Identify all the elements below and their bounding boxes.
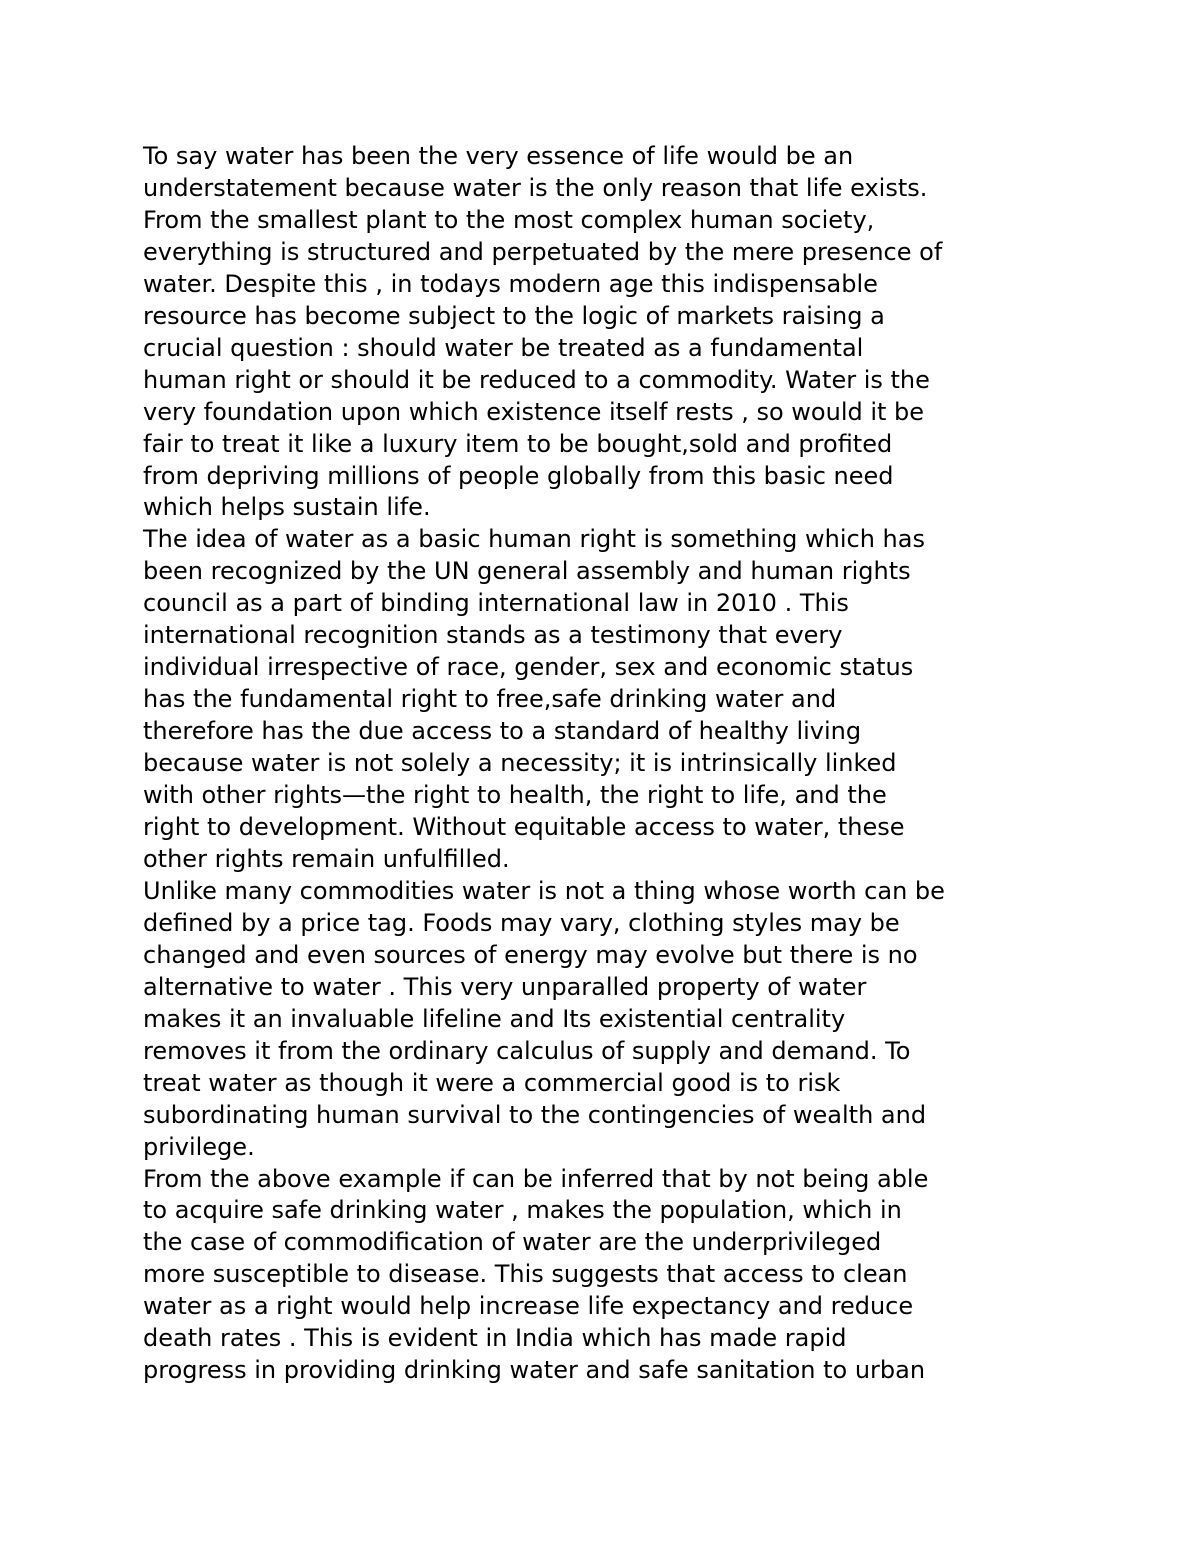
text-line: has the fundamental right to free,safe drinking water and xyxy=(143,685,837,714)
document-body xyxy=(143,141,1073,1387)
text-line: to acquire safe drinking water , makes the population, which in xyxy=(143,1196,902,1225)
text-line: fair to treat it like a luxury item to be bought,sold and profited xyxy=(143,429,893,458)
text-line: resource has become subject to the logic of markets raising a xyxy=(143,301,885,330)
text-line: individual irrespective of race, gender, sex and economic status xyxy=(143,653,914,682)
text-line: crucial question : should water be treated as a fundamental xyxy=(143,333,864,362)
text-line: water as a right would help increase life expectancy and reduce xyxy=(143,1292,914,1321)
text-line: treat water as though it were a commercial good is to risk xyxy=(143,1068,841,1097)
text-line: removes it from the ordinary calculus of supply and demand. To xyxy=(143,1036,911,1065)
text-line: other rights remain unfulfilled. xyxy=(143,844,510,873)
text-line: council as a part of binding international law in 2010 . This xyxy=(143,589,849,618)
text-line: progress in providing drinking water and safe sanitation to urban xyxy=(143,1356,926,1385)
text-line: the case of commodification of water are the underprivileged xyxy=(143,1228,882,1257)
text-line: from depriving millions of people globally from this basic need xyxy=(143,461,894,490)
text-line: privilege. xyxy=(143,1132,255,1161)
text-line: To say water has been the very essence of life would be an xyxy=(143,142,854,170)
text-line: The idea of water as a basic human right is something which has xyxy=(143,525,925,554)
text-line: therefore has the due access to a standard of healthy living xyxy=(143,717,862,746)
text-line: subordinating human survival to the contingencies of wealth and xyxy=(143,1100,927,1129)
text-line: water. Despite this , in todays modern age this indispensable xyxy=(143,269,878,298)
text-line: right to development. Without equitable access to water, these xyxy=(143,813,905,842)
text-line: very foundation upon which existence itself rests , so would it be xyxy=(143,397,925,426)
text-line: because water is not solely a necessity; it is intrinsically linked xyxy=(143,749,897,778)
text-line: human right or should it be reduced to a commodity. Water is the xyxy=(143,365,930,394)
text-line: which helps sustain life. xyxy=(143,493,431,522)
text-line: understatement because water is the only reason that life exists. xyxy=(143,173,928,202)
text-line: Unlike many commodities water is not a thing whose worth can be xyxy=(143,876,945,905)
text-line: death rates . This is evident in India which has made rapid xyxy=(143,1324,847,1353)
text-line: changed and even sources of energy may evolve but there is no xyxy=(143,940,918,969)
text-line: more susceptible to disease. This suggests that access to clean xyxy=(143,1260,908,1289)
text-line: defined by a price tag. Foods may vary, clothing styles may be xyxy=(143,908,900,937)
text-line: international recognition stands as a testimony that every xyxy=(143,621,843,650)
text-line: alternative to water . This very unparalled property of water xyxy=(143,972,867,1001)
text-line: makes it an invaluable lifeline and Its existential centrality xyxy=(143,1004,846,1033)
text-line: From the above example if can be inferred that by not being able xyxy=(143,1164,929,1193)
text-line: been recognized by the UN general assembly and human rights xyxy=(143,557,911,586)
text-line: everything is structured and perpetuated by the mere presence of xyxy=(143,237,943,266)
text-line: with other rights—the right to health, the right to life, and the xyxy=(143,781,887,810)
text-line: From the smallest plant to the most complex human society, xyxy=(143,205,875,234)
